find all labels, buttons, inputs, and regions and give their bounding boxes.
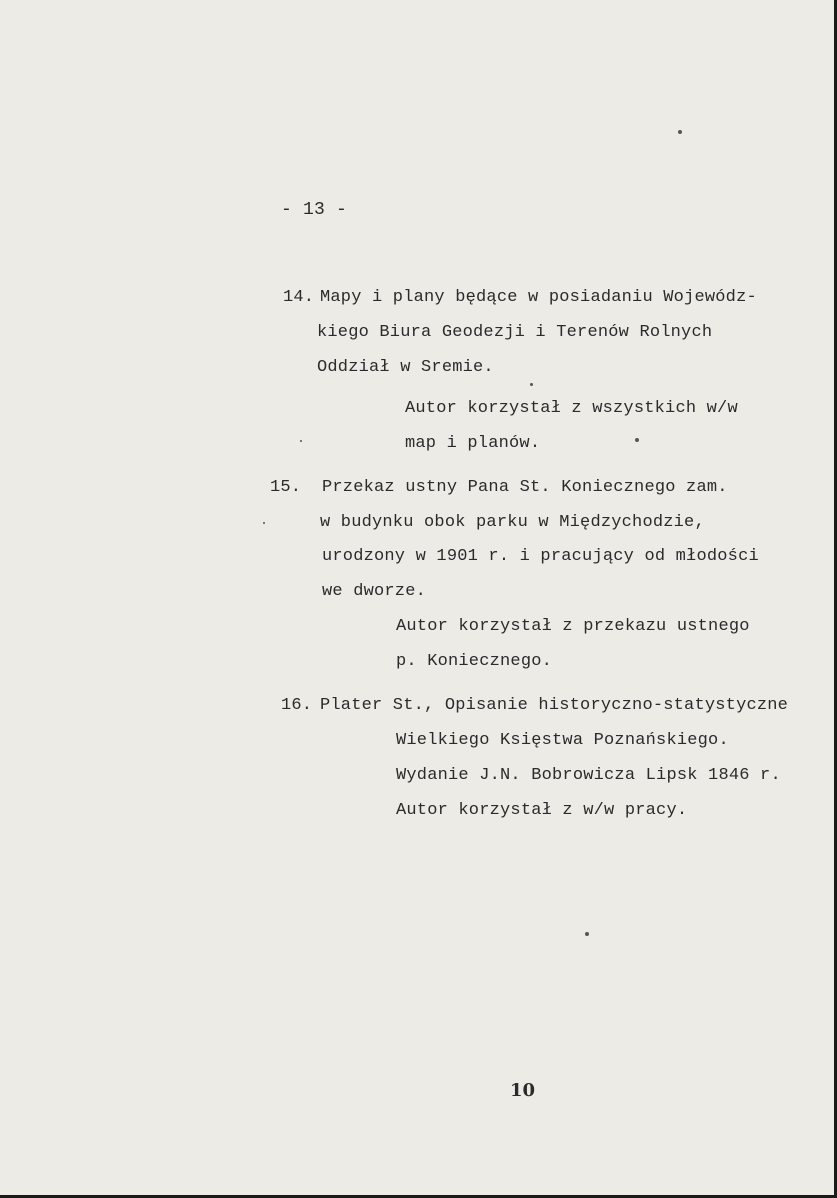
- entry-16-line-1: Plater St., Opisanie historyczno-statystyczne: [320, 696, 789, 715]
- entry-14-note-1: Autor korzystał z wszystkich w/w: [405, 399, 738, 418]
- scan-speck: [678, 130, 682, 134]
- scan-speck: [530, 383, 533, 386]
- page-number: - 13 -: [281, 200, 348, 220]
- entry-15-line-4: we dworze.: [322, 582, 427, 601]
- entry-14-line-1: Mapy i plany będące w posiadaniu Wojewódz-: [320, 288, 757, 307]
- scan-speck: [635, 438, 639, 442]
- entry-16-line-4: Autor korzystał z w/w pracy.: [396, 801, 688, 820]
- entry-15-line-3: urodzony w 1901 r. i pracujący od młodości: [322, 547, 759, 566]
- entry-16-line-3: Wydanie J.N. Bobrowicza Lipsk 1846 r.: [396, 766, 781, 785]
- scan-speck: [263, 522, 265, 524]
- entry-16-line-2: Wielkiego Księstwa Poznańskiego.: [396, 731, 729, 750]
- handwritten-mark: 10: [510, 1080, 536, 1101]
- entry-15-number: 15.: [270, 478, 302, 497]
- entry-15-line-2: w budynku obok parku w Międzychodzie,: [320, 513, 705, 532]
- entry-15-note-1: Autor korzystał z przekazu ustnego: [396, 617, 750, 636]
- entry-15-note-2: p. Koniecznego.: [396, 652, 553, 671]
- scan-speck: [585, 932, 589, 936]
- entry-14-line-3: Oddział w Sremie.: [317, 358, 494, 377]
- entry-14-line-2: kiego Biura Geodezji i Terenów Rolnych: [317, 323, 713, 342]
- entry-14-number: 14.: [283, 288, 315, 307]
- scan-speck: [300, 440, 302, 442]
- entry-14-note-2: map i planów.: [405, 434, 541, 453]
- entry-16-number: 16.: [281, 696, 313, 715]
- entry-15-line-1: Przekaz ustny Pana St. Koniecznego zam.: [322, 478, 728, 497]
